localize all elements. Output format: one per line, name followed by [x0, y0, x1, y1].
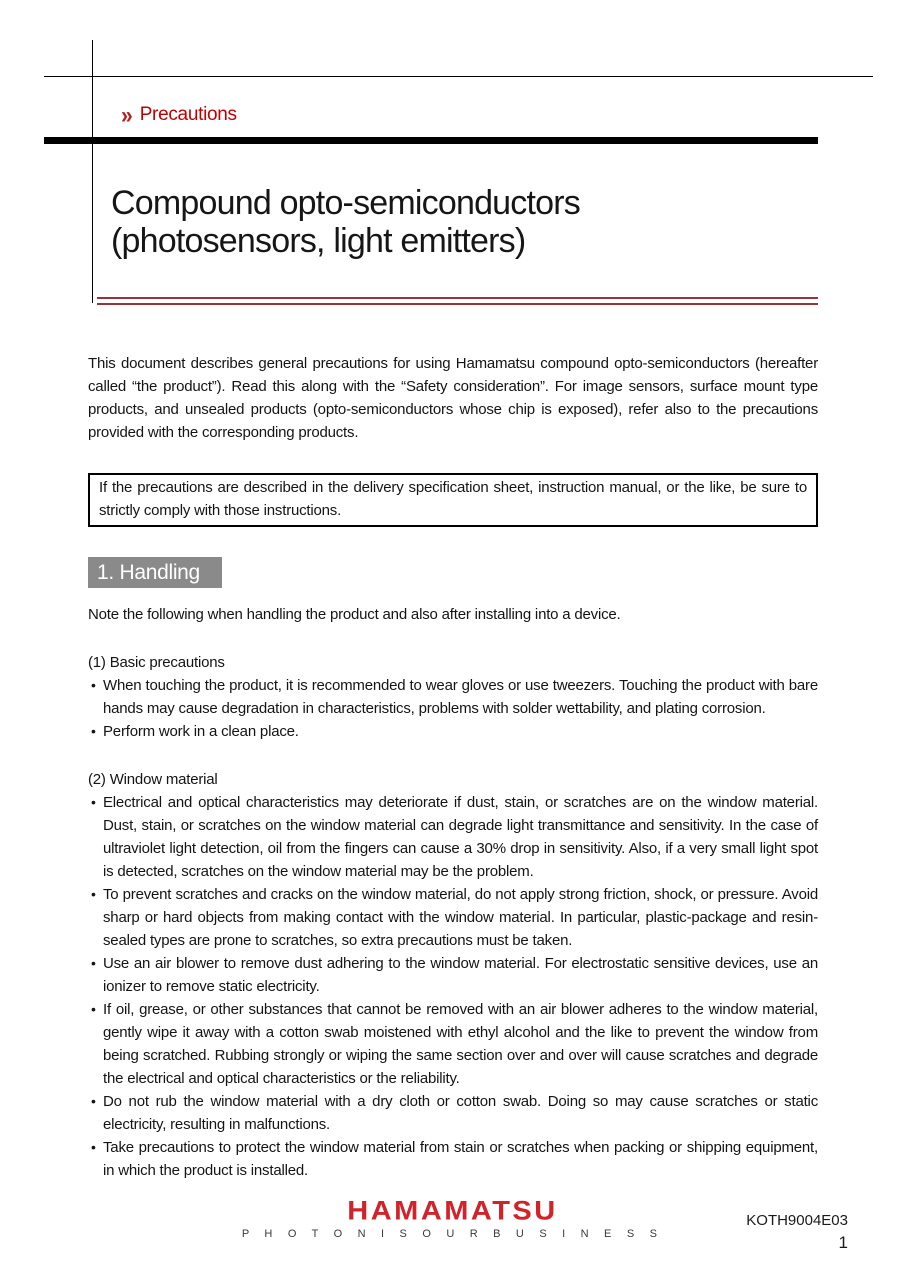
left-vertical-rule	[92, 40, 93, 303]
page-title-line1: Compound opto-semiconductors	[111, 184, 580, 222]
bullet-item: • When touching the product, it is recommended to wear gloves or use tweezers. Touching the product with bare hands may cause degradation in characteristics, problems with solder wettability, and plating corrosion.	[88, 674, 818, 720]
subsection-label-window-material: (2) Window material	[88, 771, 218, 788]
document-body	[88, 352, 818, 1182]
notice-box: If the precautions are described in the delivery specification sheet, instruction manual, or the like, be sure to strictly comply with those instructions.	[88, 473, 818, 527]
page-title-line2: (photosensors, light emitters)	[111, 222, 526, 260]
subsection-label-basic-precautions: (1) Basic precautions	[88, 654, 225, 671]
bullet-item: • To prevent scratches and cracks on the window material, do not apply strong friction, shock, or pressure. Avoid sharp or hard objects from making contact with the window material. In particular, plastic-package and resin-sealed types are prone to scratches, so extra precautions must be taken.	[88, 883, 818, 952]
page-title	[111, 184, 580, 260]
bullet-item: • Use an air blower to remove dust adhering to the window material. For electrostatic sensitive devices, use an ionizer to remove static electricity.	[88, 952, 818, 998]
doc-type-label	[121, 101, 237, 129]
section-note: Note the following when handling the product and also after installing into a device.	[88, 606, 621, 623]
document-code: KOTH9004E03	[746, 1212, 848, 1229]
hamamatsu-logo: HAMAMATSU	[347, 1196, 558, 1226]
intro-paragraph: This document describes general precautions for using Hamamatsu compound opto-semiconductors (hereafter called “the product”). Read this along with the “Safety consideration”. For image sensors, surface mount type products, and unsealed products (opto-semiconductors whose chip is exposed), refer also to the precautions provided with the corresponding products.	[88, 355, 818, 441]
logo-tagline: P H O T O N I S O U R B U S I N E S S	[241, 1228, 664, 1240]
bullet-item: • Perform work in a clean place.	[88, 720, 818, 743]
page-number: 1	[838, 1233, 848, 1252]
window-material-list	[88, 791, 818, 1182]
doc-type-text: Precautions	[139, 104, 237, 125]
top-thin-rule	[44, 76, 873, 77]
section-heading-handling: 1. Handling	[88, 557, 222, 588]
double-chevron-icon: »	[121, 101, 133, 129]
bullet-item: • If oil, grease, or other substances that cannot be removed with an air blower adheres to the window material, gently wipe it away with a cotton swab moistened with ethyl alcohol and the like to prevent the window from being scratched. Rubbing strongly or wiping the same section over and over will cause scratches and degrade the electrical and optical characteristics or the reliability.	[88, 998, 818, 1090]
bullet-item: • Electrical and optical characteristics may deteriorate if dust, stain, or scratches are on the window material. Dust, stain, or scratches on the window material can degrade light transmittance and sensitivity. In the case of ultraviolet light detection, oil from the fingers can cause a 30% drop in sensitivity. Also, if a very small light spot is detected, scratches on the window material may be the problem.	[88, 791, 818, 883]
bullet-item: • Do not rub the window material with a dry cloth or cotton swab. Doing so may cause scratches or static electricity, resulting in malfunctions.	[88, 1090, 818, 1136]
basic-precautions-list	[88, 674, 818, 743]
title-double-red-rule	[97, 297, 818, 305]
header-thick-rule	[44, 137, 818, 144]
bullet-item: • Take precautions to protect the window material from stain or scratches when packing or shipping equipment, in which the product is installed.	[88, 1136, 818, 1182]
